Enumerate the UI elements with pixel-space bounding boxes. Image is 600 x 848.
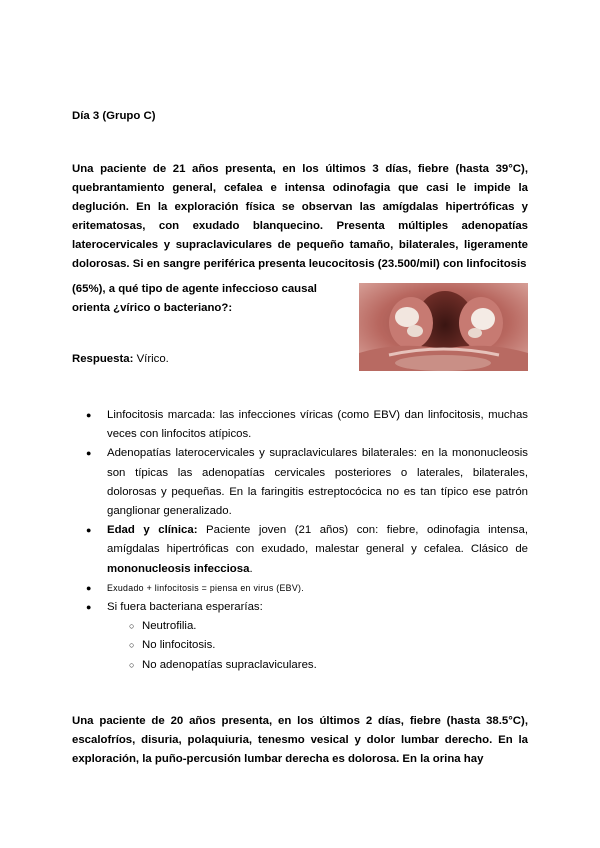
answer-value: Vírico. xyxy=(133,353,169,365)
sub-list-item xyxy=(107,656,528,675)
explanation-list xyxy=(72,406,528,675)
case-2-text: Una paciente de 20 años presenta, en los últimos 2 días, fiebre (hasta 38.5°C), escalofríos, disuria, polaquiuria, tenesmo vesical y dolor lumbar derecho. En la exploración, la puño-percusión lumbar derecha es dolorosa. En la orina hay xyxy=(72,715,528,765)
bullet-icon: ● xyxy=(86,582,92,593)
sub-list-item xyxy=(107,617,528,636)
hollow-bullet-icon: ○ xyxy=(129,659,135,670)
hollow-bullet-icon: ○ xyxy=(129,621,135,632)
bullet-icon: ● xyxy=(86,448,92,459)
sub-list xyxy=(107,617,528,675)
hollow-bullet-icon: ○ xyxy=(129,640,135,651)
bullet-icon: ● xyxy=(86,410,92,420)
answer-line xyxy=(72,350,528,369)
case-1-text: Una paciente de 21 años presenta, en los últimos 3 días, fiebre (hasta 39°C), quebrantamiento general, cefalea e intensa odinofagia que casi le impide la deglución. En la exploración física se observan las amígdalas hipertróficas y eritematosas, con exudado blanquecino. Presenta múltiples adenopatías laterocervicales y supraclaviculares de pequeño tamaño, bilaterales, ligeramente dolorosas. Si en sangre periférica presenta leucocitosis (23.500/mil) con linfocitosis xyxy=(72,163,528,270)
case-1-question: (65%), a qué tipo de agente infeccioso causal orienta ¿vírico o bacteriano?: xyxy=(72,283,317,314)
list-item-text: Linfocitosis marcada: las infecciones víricas (como EBV) dan linfocitosis, muchas veces con linfocitos atípicos. xyxy=(107,409,528,441)
sub-list-item-text: No adenopatías supraclaviculares. xyxy=(142,658,317,671)
list-item-label: Edad y clínica: xyxy=(107,524,198,537)
sub-list-item xyxy=(107,636,528,655)
list-item-end: . xyxy=(249,562,253,575)
list-item xyxy=(72,579,528,598)
answer-label: Respuesta: xyxy=(72,353,134,365)
list-item xyxy=(72,406,528,444)
day-title: Día 3 (Grupo C) xyxy=(72,110,156,122)
list-item xyxy=(72,598,528,675)
list-item-text: Si fuera bacteriana esperarías: xyxy=(107,601,263,614)
list-item xyxy=(72,521,528,579)
sub-list-item-text: Neutrofilia. xyxy=(142,620,197,633)
sub-list-item-text: No linfocitosis. xyxy=(142,639,216,652)
list-item-emphasis: mononucleosis infecciosa xyxy=(107,562,250,575)
list-item-text: Adenopatías laterocervicales y supraclaviculares bilaterales: en la mononucleosis son típicas las adenopatías cervicales posteriores o laterales, bilaterales, dolorosas y pequeñas. En la faringitis estreptocócica no es tan típico ese patrón ganglionar generalizado. xyxy=(107,447,528,518)
bullet-icon: ● xyxy=(86,525,92,536)
list-item-text: Exudado + linfocitosis = piensa en virus (EBV). xyxy=(107,582,304,593)
bullet-icon: ● xyxy=(86,602,92,613)
list-item xyxy=(72,444,528,521)
list-item-text: Paciente joven (21 años) con: fiebre, odinofagia intensa, amígdalas hipertróficas con exudado, malestar general y cefalea. Clásico de xyxy=(107,524,528,556)
